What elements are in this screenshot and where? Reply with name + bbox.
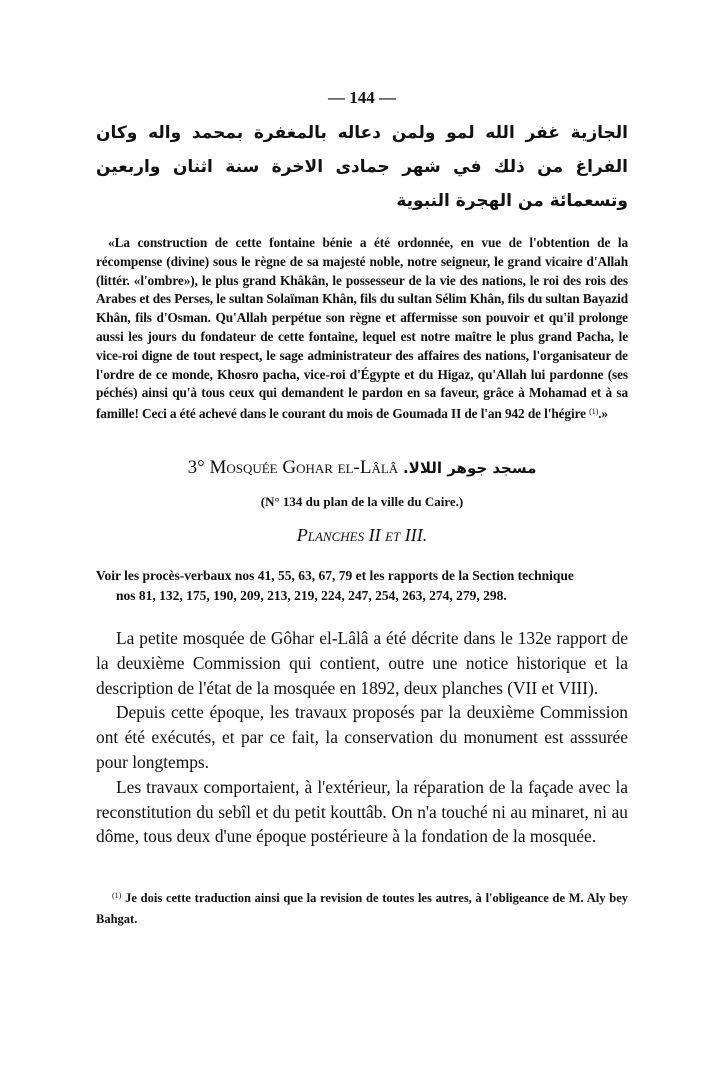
footnote — [96, 885, 628, 930]
page-number: — 144 — — [328, 88, 396, 107]
section-arabic-name: مسجد جوهر اللالا. — [402, 458, 537, 477]
footnote-separator — [96, 849, 628, 885]
paragraph: La petite mosquée de Gôhar el-Lâlâ a été décrite dans le 132e rapport de la deuxième Commission qui contient, outre une notice historique et la description de l'état de la mosquée en 1892, deux planches (VII et VIII). — [96, 627, 628, 698]
plates-label: Planches II et III. — [296, 524, 428, 545]
inscription-translation — [96, 234, 628, 424]
paragraph: Les travaux comportaient, à l'extérieur, la réparation de la façade avec la reconstitution du sebîl et du petit kouttâb. On n'a touché ni au minaret, ni au dôme, tous deux d'une époque postérieure à la fondation de la mosquée. — [96, 776, 628, 847]
translation-text: La construction de cette fontaine bénie a été ordonnée, en vue de l'obtention de la récompense (divine) sous le règne de sa majesté noble, notre seigneur, le grand vicaire d'Allah (littér. «l'ombre»), le plus grand Khâkân, le possesseur de la vie des nations, le roi des rois des Arabes et des Perses, le sultan Solaïman Khân, fils du sultan Sélim Khân, fils du sultan Bayazid Khân, fils d'Osman. Qu'Allah perpétue son règne et affermisse son pouvoir et qu'il prolonge aussi les jours du fondateur de cette fontaine, lequel est notre maître le plus grand Pacha, le vice-roi digne de tout respect, le sage administrateur des affaires des nations, l'organisateur de l'ordre de ce monde, Khosro pacha, vice-roi d'Égypte et du Higaz, qu'Allah lui pardonne (ses péchés) ainsi qu'à tous ceux qui demandent le pardon en sa faveur, grâce à Mohamad et à sa famille! Ceci a été achevé dans le courant du mois de Goumada II de l'an 942 de l'hégire — [96, 235, 628, 422]
reports-reference — [96, 566, 628, 606]
close-quote: .» — [598, 406, 608, 422]
section-title: Mosquée Gohar el-Lâlâ — [209, 456, 399, 478]
reports-line-1: Voir les procès-verbaux nos 41, 55, 63, 67, 79 et les rapports de la Section technique — [96, 567, 574, 583]
section-heading — [96, 454, 628, 482]
footnote-text: Je dois cette traduction ainsi que la revision de toutes les autres, à l'obligeance de M. Aly bey Bahgat. — [96, 891, 629, 927]
footnote-marker: (1) — [112, 891, 122, 901]
open-quote: « — [108, 235, 115, 250]
footnote-reference[interactable]: (1) — [589, 407, 599, 417]
reports-line-2: nos 81, 132, 175, 190, 209, 213, 219, 224, 247, 254, 263, 274, 279, 298. — [116, 587, 507, 603]
arabic-inscription: الجازية غفر الله لمو ولمن دعاله بالمغفرة بمحمد واله وكان الفراغ من ذلك في شهر جمادى الاخرة سنة اثنان واربعين وتسعمائة من الهجرة النبوية — [96, 123, 628, 211]
plates-caption — [96, 522, 628, 548]
document-page — [96, 86, 628, 930]
body-text — [96, 626, 628, 849]
paragraph: Depuis cette époque, les travaux proposés par la deuxième Commission ont été exécutés, et par ce fait, la conservation du monument est asssurée pour longtemps. — [96, 702, 628, 772]
plan-reference: (N° 134 du plan de la ville du Caire.) — [260, 493, 464, 509]
section-number: 3° — [187, 456, 205, 478]
